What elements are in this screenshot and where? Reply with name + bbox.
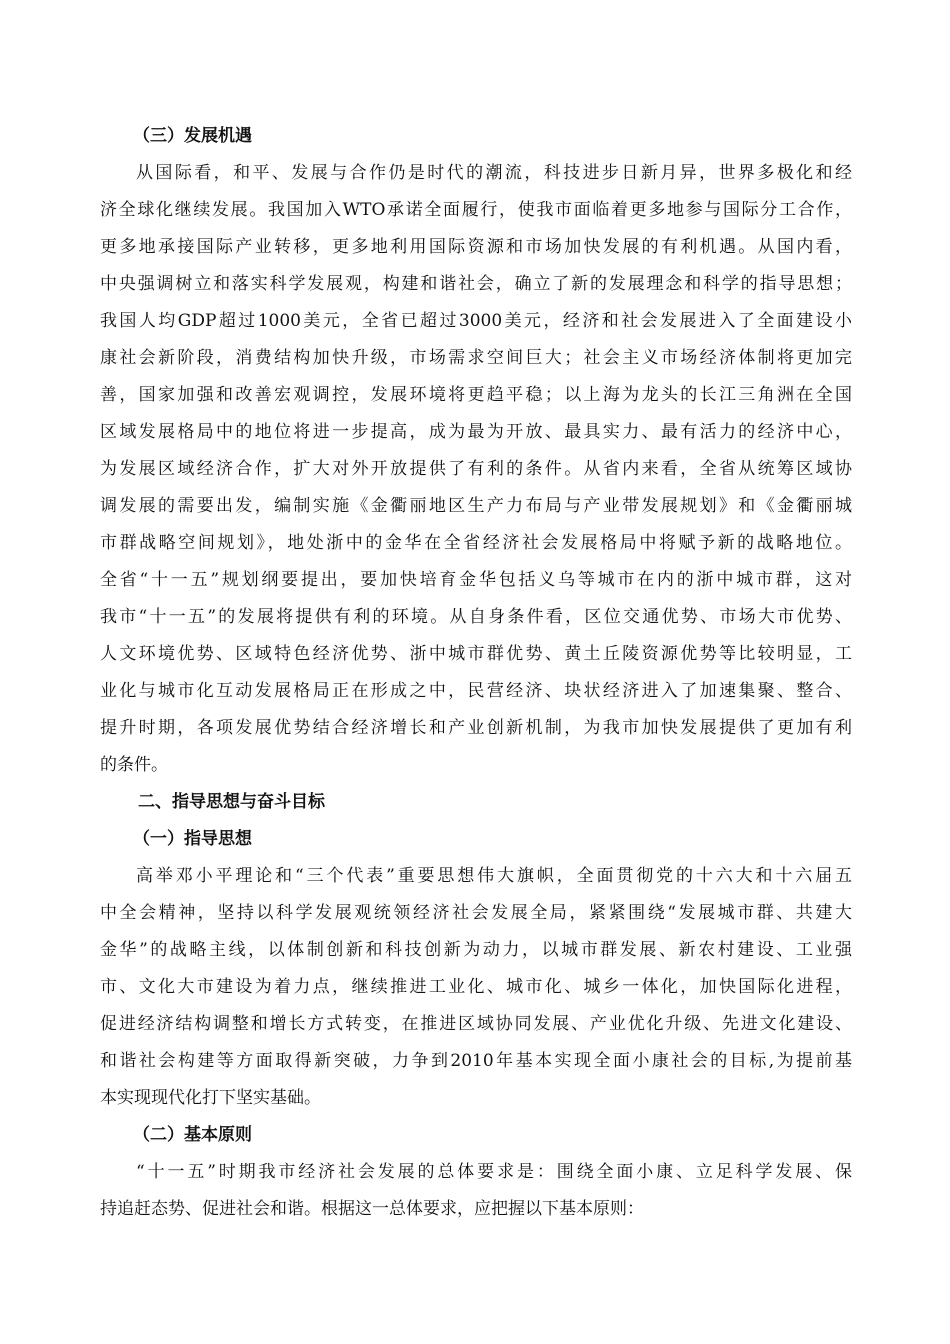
paragraph-line: 调发展的需要出发，编制实施《金衢丽地区生产力布局与产业带发展规划》和《金衢丽城 xyxy=(100,496,852,516)
paragraph-line: 市群战略空间规划》，地处浙中的金华在全省经济社会发展格局中将赋予新的战略地位。 xyxy=(100,533,852,553)
paragraph-line: 业化与城市化互动发展格局正在形成之中，民营经济、块状经济进入了加速集聚、整合、 xyxy=(100,681,852,701)
paragraph-development-opportunities xyxy=(100,155,852,784)
paragraph-line: 市、文化大市建设为着力点，继续推进工业化、城市化、城乡一体化，加快国际化进程， xyxy=(100,977,852,997)
paragraph-line: 中央强调树立和落实科学发展观，构建和谐社会，确立了新的发展理念和科学的指导思想； xyxy=(100,274,852,294)
paragraph-line: 为发展区域经济合作，扩大对外开放提供了有利的条件。从省内来看，全省从统筹区域协 xyxy=(100,459,852,479)
document-body xyxy=(100,118,852,1228)
paragraph-line: 的条件。 xyxy=(100,755,168,775)
paragraph-line: 从国际看，和平、发展与合作仍是时代的潮流，科技进步日新月异，世界多极化和经 xyxy=(136,163,852,183)
paragraph-line: 我国人均GDP超过1000美元，全省已超过3000美元，经济和社会发展进入了全面建设小 xyxy=(100,311,852,331)
paragraph-line: 提升时期，各项发展优势结合经济增长和产业创新机制，为我市加快发展提供了更加有利 xyxy=(100,718,852,738)
paragraph-line: 促进经济结构调整和增长方式转变，在推进区域协同发展、产业优化升级、先进文化建设、 xyxy=(100,1014,852,1034)
section-heading-development-opportunities: （三）发展机遇 xyxy=(133,126,252,146)
paragraph-line: 金华”的战略主线，以体制创新和科技创新为动力，以城市群发展、新农村建设、工业强 xyxy=(100,940,852,960)
paragraph-line: 人文环境优势、区域特色经济优势、浙中城市群优势、黄土丘陵资源优势等比较明显，工 xyxy=(100,644,852,664)
paragraph-line: 更多地承接国际产业转移，更多地利用国际资源和市场加快发展的有利机遇。从国内看， xyxy=(100,237,852,257)
chapter-heading-guiding-ideology-and-goals: 二、指导思想与奋斗目标 xyxy=(138,792,325,812)
paragraph-line: 本实现现代化打下坚实基础。 xyxy=(100,1088,321,1108)
paragraph-guiding-ideology xyxy=(100,858,852,1117)
paragraph-line: 善，国家加强和改善宏观调控，发展环境将更趋平稳；以上海为龙头的长江三角洲在全国 xyxy=(100,385,852,405)
paragraph-line: 高举邓小平理论和“三个代表”重要思想伟大旗帜，全面贯彻党的十六大和十六届五 xyxy=(136,866,852,886)
paragraph-basic-principles xyxy=(100,1154,852,1228)
paragraph-line: “十一五”时期我市经济社会发展的总体要求是：围绕全面小康、立足科学发展、保 xyxy=(136,1162,852,1182)
paragraph-line: 区域发展格局中的地位将进一步提高，成为最为开放、最具实力、最有活力的经济中心， xyxy=(100,422,852,442)
section-heading-guiding-ideology: （一）指导思想 xyxy=(133,829,252,849)
paragraph-line: 济全球化继续发展。我国加入WTO承诺全面履行，使我市面临着更多地参与国际分工合作， xyxy=(100,200,852,220)
paragraph-line: 持追赶态势、促进社会和谐。根据这一总体要求，应把握以下基本原则： xyxy=(100,1199,644,1219)
paragraph-line: 康社会新阶段，消费结构加快升级，市场需求空间巨大；社会主义市场经济体制将更加完 xyxy=(100,348,852,368)
paragraph-line: 全省“十一五”规划纲要提出，要加快培育金华包括义乌等城市在内的浙中城市群，这对 xyxy=(100,570,852,590)
paragraph-line: 中全会精神，坚持以科学发展观统领经济社会发展全局，紧紧围绕“发展城市群、共建大 xyxy=(100,903,852,923)
paragraph-line: 我市“十一五”的发展将提供有利的环境。从自身条件看，区位交通优势、市场大市优势、 xyxy=(100,607,852,627)
section-heading-basic-principles: （二）基本原则 xyxy=(133,1125,252,1145)
paragraph-line: 和谐社会构建等方面取得新突破，力争到2010年基本实现全面小康社会的目标,为提前基 xyxy=(100,1051,852,1071)
